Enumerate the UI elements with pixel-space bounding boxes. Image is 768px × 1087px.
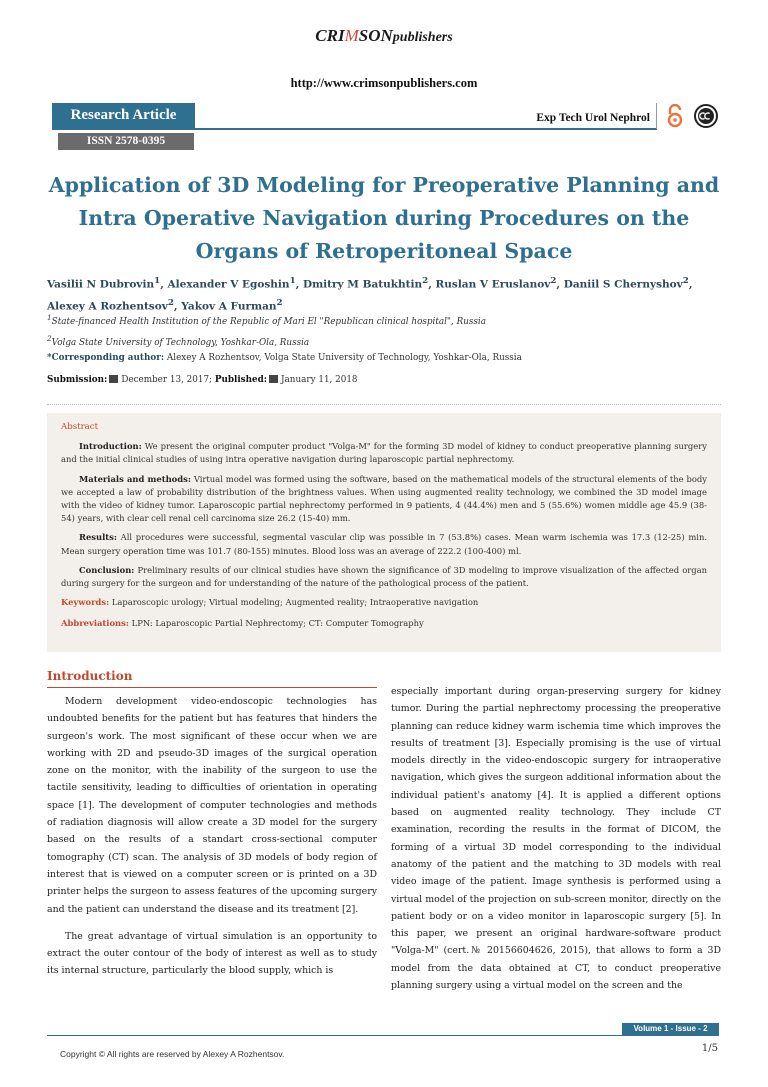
section-heading-introduction: Introduction [47, 669, 133, 683]
calendar-icon [109, 375, 118, 383]
journal-name: Exp Tech Urol Nephrol [536, 112, 650, 124]
body-paragraph: especially important during organ-preserving surgery for kidney tumor. During the partial nephrectomy processing the preoperative planning can reduce kidney warm ischemia time which improves the results of treatment [3]. Especially promising is the use of virtual models directly in the video-endoscopic surgery for intraoperative navigation, which gives the surgeon additional information about the individual patient's anatomy [4]. It is applied a different options based on augmented reality technology. They include CT examination, recording the results in the format of DICOM, the forming of a virtual 3D model corresponding to the individual anatomy of the patient and the matching to 3D models with real video image of the patient. Image synthesis is performed using a virtual model of the projection on sub-screen monitor, directly on the patient body or on a video monitor in laparoscopic surgery [5]. In this paper, we present an original hardware-software product "Volga-M" (cert.№ 20156604626, 2015), that allows to form a 3D model from the data obtained at CT, to conduct preoperative planning surgery using a virtual model on the screen and the [391, 686, 721, 992]
abstract-divider [47, 404, 721, 405]
affiliation-2: $^2$Volga State University of Technology, Yoshkar-Ola, Russia [47, 334, 310, 348]
affiliation-1: $^1$State-financed Health Institution of the Republic of Mari El "Republican clinical hospital", Russia [47, 313, 486, 327]
author-name: Alexander V Egoshin [167, 278, 290, 291]
body-column-left [47, 693, 377, 990]
publisher-url[interactable]: http://www.crimsonpublishers.com [290, 76, 478, 90]
abbreviations: Abbreviations: LPN: Laparoscopic Partial Nephrectomy; CT: Computer Tomography [61, 618, 424, 629]
author-name: Vasilii N Dubrovin [47, 278, 155, 291]
dates-line: Submission: December 13, 2017; Published: January 11, 2018 [47, 375, 358, 385]
creative-commons-icon [694, 104, 718, 128]
header-divider [52, 128, 657, 130]
body-paragraph: The great advantage of virtual simulation is an opportunity to extract the outer contour of the body of interest as well as to study its internal structure, particularly the blood supply, which is [47, 930, 377, 977]
author-name: Dmitry M Batukhtin [302, 278, 423, 291]
open-access-icon [665, 104, 685, 128]
paper-title: Application of 3D Modeling for Preoperative Planning and Intra Operative Navigation during Procedures on the Organs of Retroperitoneal Space [48, 173, 720, 263]
section-rule [47, 687, 377, 688]
keywords: Keywords: Laparoscopic urology; Virtual modeling; Augmented reality; Intraoperative navigation [61, 597, 479, 608]
author-list: Vasilii N Dubrovin$^1$, Alexander V Egoshin$^1$, Dmitry M Batukhtin$^2$, Ruslan V Eruslanov$^2$, Daniil S Chernyshov$^2$, Alexey A Rozhentsov$^2$, Yakov A Furman$^2$ [47, 276, 693, 312]
issn-badge: ISSN 2578-0395 [58, 133, 194, 150]
copyright-notice: Copyright © All rights are reserved by Alexey A Rozhentsov. [60, 1049, 285, 1059]
author-name: Yakov A Furman [181, 300, 277, 312]
volume-badge: Volume 1 - Issue - 2 [622, 1023, 719, 1035]
abstract-results: Results: All procedures were successful, segmental vascular clip was possible in 7 (53.8%) cases. Mean warm ischemia was 17.3 (12-25) min. Mean surgery operation time was 101.7 (80-155) minutes. Blood loss was an average of 222.2 (100-400) ml. [61, 532, 707, 556]
publisher-logo: CRIMSONpublishers [315, 26, 453, 45]
body-column-right [391, 683, 721, 1004]
corresponding-author: *Corresponding author: Alexey A Rozhentsov, Volga State University of Technology, Yoshkar-Ola, Russia [47, 353, 522, 363]
abstract-methods: Materials and methods: Virtual model was formed using the software, based on the mathematical models of the structural elements of the body we accepted a law of probability distribution of the brightness values. When using augmented reality technology, we combined the 3D model image with the video of kidney tumor. Laparoscopic partial nephrectomy performed in 9 patients, 4 (44.4%) men and 5 (55.6%) women middle age 45.9 (38-54) years, with clear cell renal cell carcinoma size 26.2 (15-40) mm. [61, 473, 707, 524]
page-number: 1/5 [701, 1043, 718, 1054]
author-name: Ruslan V Eruslanov [435, 278, 551, 291]
header-separator [656, 103, 657, 129]
abstract-introduction: Introduction: We present the original computer product "Volga-M" for the forming 3D model of kidney to conduct preoperative planning surgery and the initial clinical studies of using intra operative navigation during laparoscopic partial nephrectomy. [61, 441, 707, 465]
footer-divider [47, 1035, 719, 1036]
author-name: Alexey A Rozhentsov [47, 300, 168, 312]
abstract-heading: Abstract [61, 422, 99, 432]
body-paragraph: Modern development video-endoscopic technologies has undoubted benefits for the patient but has features that hinders the surgeon's work. The most significant of these occur when we are working with 2D and pseudo-3D images of the surgical operation zone on the monitor, with the inability of the surgeon to use the tactile sensitivity, leading to difficulties of orientation in operating space [1]. The development of computer technologies and methods of radiation diagnosis will allow create a 3D model for the surgery based on the results of a standart cross-sectional computer tomography (CT) scan. The analysis of 3D models of body region of interest that is viewed on a computer screen or is printed on a 3D printer helps the surgeon to assess features of the upcoming surgery and the patient can understand the disease and its treatment [2]. [47, 696, 377, 915]
abstract-box [47, 413, 721, 652]
calendar-icon [269, 375, 278, 383]
abstract-conclusion: Conclusion: Preliminary results of our clinical studies have shown the significance of 3D modeling to improve visualization of the affected organ during surgery for the surgeon and for understanding of the nature of the pathological process of the patient. [61, 564, 707, 589]
article-type-badge: Research Article [52, 103, 195, 128]
author-name: Daniil S Chernyshov [563, 278, 683, 291]
